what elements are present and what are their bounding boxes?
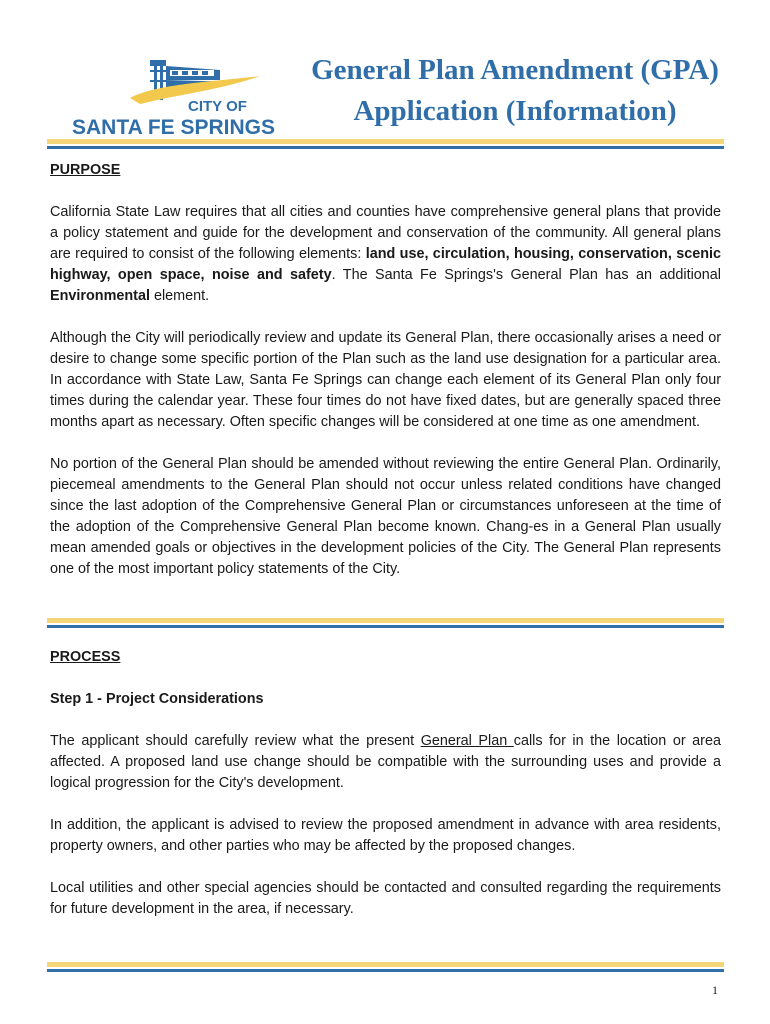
section-divider	[47, 618, 724, 628]
process-paragraph-1: The applicant should carefully review what the present General Plan calls for in the location or area affected. A proposed land use change should be compatible with the surrounding uses and provide a logical progression for the City's development.	[50, 733, 721, 791]
purpose-section	[50, 160, 721, 580]
header-divider	[47, 139, 724, 149]
purpose-heading: PURPOSE	[50, 162, 121, 178]
purpose-paragraph-3: No portion of the General Plan should be amended without reviewing the entire General Plan. Ordinarily, piecemeal amendments to the General Plan should not occur unless related conditions have changed since the last adoption of the Comprehensive General Plan or circumstances unforeseen at the time of the adoption of the Comprehensive General Plan become known. Chang-es in a General Plan usually mean amended goals or objectives in the development policies of the City. The General Plan represents one of the most important policy statements of the City.	[50, 456, 721, 577]
process-paragraph-3: Local utilities and other special agencies should be contacted and consulted regarding the requirements for future development in the area, if necessary.	[50, 880, 721, 917]
svg-text:CITY OF: CITY OF	[188, 98, 247, 115]
purpose-paragraph-1: California State Law requires that all cities and counties have comprehensive general plans that provide a policy statement and guide for the development and conservation of the community. All general plans are required to consist of the following elements: land use, circulation, housing, conservation, scenic highway, open space, noise and safety. The Santa Fe Springs's General Plan has an additional Environmental element.	[50, 204, 721, 304]
footer-divider	[47, 962, 724, 972]
page-number: 1	[712, 983, 718, 997]
city-logo	[70, 56, 280, 138]
process-section	[50, 647, 721, 920]
title-line-1: General Plan Amendment (GPA)	[311, 54, 719, 86]
svg-text:SANTA FE SPRINGS: SANTA FE SPRINGS	[72, 116, 276, 138]
process-paragraph-2: In addition, the applicant is advised to review the proposed amendment in advance with area residents, property owners, and other parties who may be affected by the proposed changes.	[50, 817, 721, 854]
document-title	[300, 50, 730, 132]
purpose-paragraph-2: Although the City will periodically review and update its General Plan, there occasionally arises a need or desire to change some specific portion of the Plan such as the land use designation for a particular area. In accordance with State Law, Santa Fe Springs can change each element of its General Plan only four times during the calendar year. These four times do not have fixed dates, but are generally spaced three months apart as necessary. Often specific changes will be considered at one time as one amendment.	[50, 330, 721, 430]
process-heading: PROCESS	[50, 649, 121, 665]
step-1-heading: Step 1 - Project Considerations	[50, 691, 264, 707]
title-line-2: Application (Information)	[353, 95, 677, 127]
